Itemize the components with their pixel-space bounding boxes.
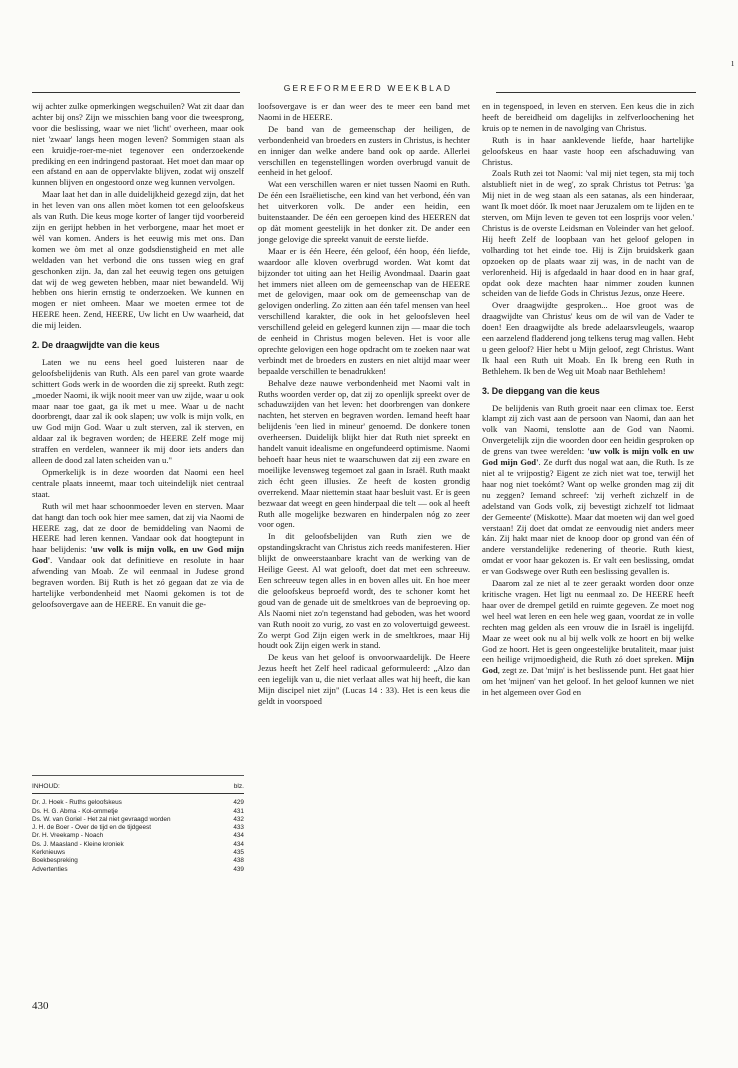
toc-list — [32, 799, 244, 874]
toc-item-title: J. H. de Boer - Over de tijd en de tijdgeest — [32, 824, 151, 832]
toc-item — [32, 824, 244, 832]
text-run: Ruth wil met haar schoonmoeder leven en sterven. Maar dat hangt dan toch ook hier mee samen, dat zij via Naomi de HEERE zag, dat ze door de bemiddeling van Naomi de HEERE had leren kennen. Vandaar ook dat hoogtepunt in haar belijdenis: — [32, 500, 244, 555]
toc-heading: INHOUD: — [32, 783, 60, 790]
header-rule-left — [32, 92, 240, 93]
paragraph: wij achter zulke opmerkingen wegschuilen? Wat zit daar dan achter bij ons? Zijn we misschien bang voor die tweesprong, voor die beslissing, waar we niet 'licht' overheen, maar ook niet 'zwaar' langs heen mogen leven? Sommigen staan als een kruidje-roer-me-niet tegenover een onderzoekende prediking en een indringend pastoraat. Het moet dan maar op een afstand en aan de oppervlakte blijven, zodat wij onszelf kunnen blijven en ongestoord onze weg kunnen vervolgen. — [32, 101, 244, 188]
paragraph: Zoals Ruth zei tot Naomi: 'val mij niet tegen, sta mij toch alstublieft niet in de weg', zo sprak Christus tot Petrus: 'ga Mij niet in de weg staan als een satanas, als een hinderaar, want Ik moet dóór. Ik moet naar Jeruzalem om te lijden en te sterven, om Mijn leven te geven tot een losprijs voor velen.' Christus is de overste Leidsman en Voleinder van het geloof. Hij heeft Zelf de loopbaan van het geloof gelopen in volharding tot het einde toe. Hij is Zijn bruidskerk gaan opzoeken op de plaats waar zij was, in de nacht van de verlorenheid. Hij is afgedaald in haar dood en in haar graf, opdat ook deze machten haar nimmer zouden kunnen scheiden van de liefde Gods in Christus Jezus, onze Heere. — [482, 168, 694, 299]
toc-item-page: 439 — [233, 865, 244, 873]
running-header: GEREFORMEERD WEEKBLAD — [283, 83, 453, 93]
toc-item-page: 434 — [233, 840, 244, 848]
toc-item-page: 429 — [233, 799, 244, 807]
paragraph: Opmerkelijk is in deze woorden dat Naomi een heel centrale plaats inneemt, maar toch uiteindelijk niet centraal staat. — [32, 467, 244, 499]
text-run: . Vandaar ook dat definitieve en resolute in haar afwending van Moab. Ze wil eenmaal in Judese grond begraven worden. Bij Ruth is het zó gegaan dat ze via de hartelijke verbondenheid met Naomi gekomen is tot de geloofsovergave aan de HEERE. En vanuit die ge- — [32, 555, 244, 609]
paragraph: Wat een verschillen waren er niet tussen Naomi en Ruth. De één een Israëlietische, een kind van het verbond, één van het uitverkoren volk. De ander een heidin, een buitenstaander. De één een geroepen kind des HEEREN dat op dàt moment geestelijk in het donker zit. De ander een jonge gelovige die spreekt vanuit de eerste liefde. — [258, 179, 470, 244]
page-number: 430 — [32, 1000, 49, 1012]
emphasis: 'uw volk is mijn volk en uw God mijn God' — [482, 446, 694, 468]
column-2 — [258, 101, 470, 707]
toc-item-title: Dr. J. Hoek - Ruths geloofskeus — [32, 799, 122, 807]
paragraph: Ruth is in haar aanklevende liefde, haar hartelijke geloofskeus en haar vaste hoop een afschaduwing van Christus. — [482, 134, 694, 167]
paragraph: en in tegenspoed, in leven en sterven. Een keus die in zich heeft de bereidheid om dagelijks in zelfverloochening het kruis op te nemen in de navolging van Christus. — [482, 101, 694, 133]
toc-item — [32, 857, 244, 865]
toc-item — [32, 841, 244, 849]
toc-item-page: 432 — [233, 815, 244, 823]
text-run: . Ze durft dus nogal wat aan, die Ruth. Is ze niet al te vrijpostig? Eigent ze zich niet wat toe, terwijl het haar nog niet toekómt? Want op welke gronden mag zij dit nu zeggen? Iemand schreef: 'zij verheft zichzelf in de adelstand van Gods volk, zij bevestigt zichzelf tot lidmaat der Gemeente' (Miskotte). Maar dat moeten wij dan wel goed verstaan! Zij doet dat omdat ze eenvoudig niet anders meer kán. Zij hakt maar niet de knoop door op grond van één of andere verstandelijke redenering of theorie. Ruth kiest, omdat er voor haar gekozen is. Er valt een beslissing, omdat er van Godswege over Ruth een beslissing gevallen is. — [482, 457, 694, 577]
paragraph: In dit geloofsbelijden van Ruth zien we de opstandingskracht van Christus zich reeds manifesteren. Hier blijkt de onweerstaanbare kracht van de werking van de Heilige Geest. Al wat gelooft, doet dat met een schreeuw. Een schreeuw tegen alles in en boven alles uit. En hoe meer die geloofskeus beproefd wordt, des te schoner komt het goud van de genade uit de smeltkroes van de beproeving op. Als Naomi niet zo'n tegenstand had geboden, was het woord van Ruth nooit zo vurig, zo vast en zo volovertuigd geweest. Zo werpt God Zijn eigen werk in de smeltkroes, maar Hij houdt ook Zijn eigen werk in stand. — [258, 531, 470, 651]
toc-page-column: blz. — [233, 783, 244, 790]
paragraph: De keus van het geloof is onvoorwaardelijk. De Heere Jezus heeft het Zelf heel radicaal geformuleerd: „Alzo dan een iegelijk van u, die niet verlaat alles wat hij heeft, die kan Mijn discipel niet zijn" (Lucas 14 : 33). Het is een keus die geldt in voorspoed — [258, 652, 470, 706]
toc-item-page: 434 — [233, 832, 244, 840]
toc-item — [32, 808, 244, 816]
text-run: , zegt ze. Dat 'mijn' is het beslissende punt. Het gaat hier om het 'mijnen' van het geloof. In het geloof kunnen we niet in het algemeen over God en — [482, 665, 694, 698]
section-heading-2: 2. De draagwijdte van die keus — [32, 340, 160, 351]
toc-item — [32, 832, 244, 840]
paragraph: Maar laat het dan in alle duidelijkheid gezegd zijn, dat het in het leven van ons allen mòet komen tot een geloofskeus als van Ruth. Die keus moge korter of langer tijd voorbereid zijn en gerijpt hebben in het verborgene, maar het moet er wèl van komen. Anders is het eeuwig mis met ons. Dan komen we òm met al onze godsdienstigheid en met alle weldaden van het verbond die ons tussen wieg en graf geschonken zijn. Ja, dan zal het eeuwig tegen ons getuigen dat wij de weg geweten hebben, maar niet bewandeld. Wij hebben ons hierin ernstig te onderzoeken. We kunnen en mogen er niet omheen. Maar we moeten ermee tot de HEERE heen. Zend, HEERE, Uw licht en Uw waarheid, dat die mij leiden. — [32, 189, 244, 331]
toc-item-title: Advertenties — [32, 865, 68, 873]
toc-item-title: Kerknieuws — [32, 849, 66, 857]
toc-item-page: 438 — [233, 857, 244, 865]
toc-item-page: 435 — [233, 849, 244, 857]
toc-item — [32, 849, 244, 857]
column-3 — [482, 101, 694, 698]
toc-item-title: Ds. J. Maasland - Kleine kroniek — [32, 840, 124, 848]
edge-mark: ı — [731, 58, 734, 69]
paragraph: Over draagwijdte gesproken... Hoe groot was de draagwijdte van Christus' keus om de wil van de Vader te doen! Een draagwijdte als brede adelaarsvleugels, waarop een aarzelend fladderend jong telkens terug mag vallen. Hebt u geen geloof? Hier hebt u Mijn geloof, zegt Christus. Want Ik haal een Ruth uit Moab. En Ik breng een Ruth in Bethlehem. Ik ben de Weg uit Moab naar Bethlehem! — [482, 300, 694, 376]
paragraph: De band van de gemeenschap der heiligen, de verbondenheid van broeders en zusters in Christus, is hechter en inniger dan welke andere band ook op aarde. Allerlei verschillen en tegenstellingen worden overbrugd vanuit de eenheid in het geloof. — [258, 123, 470, 178]
toc-divider — [32, 775, 244, 776]
emphasis: Mijn God — [482, 654, 694, 676]
toc-item-title: Ds. W. van Goriel - Het zal niet gevraagd worden — [32, 815, 171, 823]
toc-item-page: 431 — [233, 807, 244, 815]
paragraph: loofsovergave is er dan weer des te meer een band met Naomi in de HEERE. — [258, 101, 470, 122]
column-1 — [32, 101, 244, 610]
paragraph — [482, 578, 694, 698]
table-of-contents — [32, 783, 244, 874]
toc-header — [32, 783, 244, 794]
text-run: Daarom zal ze niet al te zeer geraakt worden door onze kritische vragen. Het ligt nu eenmaal zo. De HEERE heeft haar over de drempel getild en ruimte gegeven. Ze moet nog wel heel wat leren en een hele weg gaan, voordat ze in volle rechten mag gelden als een vrouw die in Israël is ingelijfd. Maar ze weet ook nu al bij welk volk ze hoort en bij welke God ze hoort. Het is geen ongeestelijke brutaliteit, maar juist een heilige vrijmoedigheid, die Ruth zó doet spreken. — [482, 578, 694, 665]
paragraph: Behalve deze nauwe verbondenheid met Naomi valt in Ruths woorden verder op, dat zij zo openlijk spreekt over de schaduwzijden van het leven: het doorbrengen van donkere nachten, het sterven en begraven worden. Iemand heeft haar belijdenis 'een lied in mineur' genoemd. De donkere tonen overheersen. Duidelijk blijkt hier dat Ruth niet spreekt en handelt vanuit idealisme en ongefundeerd optimisme. Naomi behoeft haar heus niet te waarschuwen dat zij een zware en moeilijke levensweg tegemoet zal gaan in Israël. Ruth maakt zich écht geen illusies. Ze heeft de kosten grondig overrekend. Maar niettemin staat haar besluit vast. Er is geen bezwaar dat weegt en geen hinderpaal die telt — ook al heeft Ruth alle mogelijke bezwaren en hinderpalen nóg zo zeer voor ogen. — [258, 377, 470, 530]
section-heading-3: 3. De diepgang van die keus — [482, 385, 600, 396]
toc-item — [32, 816, 244, 824]
paragraph: Maar er is één Heere, één geloof, één hoop, één liefde, waardoor alle kloven overbrugd worden. Wat komt dat bijzonder tot uiting aan het Heilig Avondmaal. Daarin gaat het immers niet alleen om de gemeenschap van de HEERE met de gelovigen, maar ook om de gemeenschap van de gelovigen onderling. Zo zitten aan één tafel mensen van heel verschillend karakter, die ook in het geloofsleven heel verschillend geleid en gelegerd kunnen zijn — maar die toch de eenheid in Christus mogen beleven. Het is voor alle oprechte gelovigen een hoge opdracht om te zoeken naar wat verbindt met de broeders en zusters en niet altijd maar weer bepaalde verschillen te benadrukken! — [258, 245, 470, 376]
toc-item-title: Dr. H. Vreekamp - Noach — [32, 832, 104, 840]
paragraph — [482, 403, 694, 578]
toc-item-title: Ds. H. G. Abma - Kol-ommetje — [32, 807, 118, 815]
header-rule-right — [496, 92, 696, 93]
paragraph: Laten we nu eens heel goed luisteren naar de geloofsbelijdenis van Ruth. Als een parel van grote waarde schittert Gods werk in de woorden die zij spreekt. Ruth zegt: „moeder Naomi, ik wijk nooit meer van uw zijde, waar u ook maar naar toe gaat, ga ik met u mee. Waar u de nacht doorbrengt, daar zal ik ook slapen; uw volk is mijn volk, en uw God mijn God. Waar u zult sterven, zal ik sterven, en aldaar zal ik begraven worden; de HEERE Zelf moge mij straffen en verdelen, wanneer ik mij door iets anders dan alleen de dood zal laten scheiden van u." — [32, 356, 244, 466]
toc-item — [32, 866, 244, 874]
toc-item-title: Boekbespreking — [32, 857, 78, 865]
toc-item — [32, 799, 244, 807]
toc-item-page: 433 — [233, 824, 244, 832]
paragraph — [32, 501, 244, 610]
text-run: De belijdenis van Ruth groeit naar een climax toe. Eerst klampt zij zich vast aan de persoon van Naomi, dan aan het volk van Naomi, tenslotte aan de God van Naomi. Onvergetelijk zijn die woorden door een heidin gesproken op de grens van twee werelden: — [482, 402, 694, 457]
emphasis: 'uw volk is mijn volk, en uw God mijn God' — [32, 544, 244, 566]
